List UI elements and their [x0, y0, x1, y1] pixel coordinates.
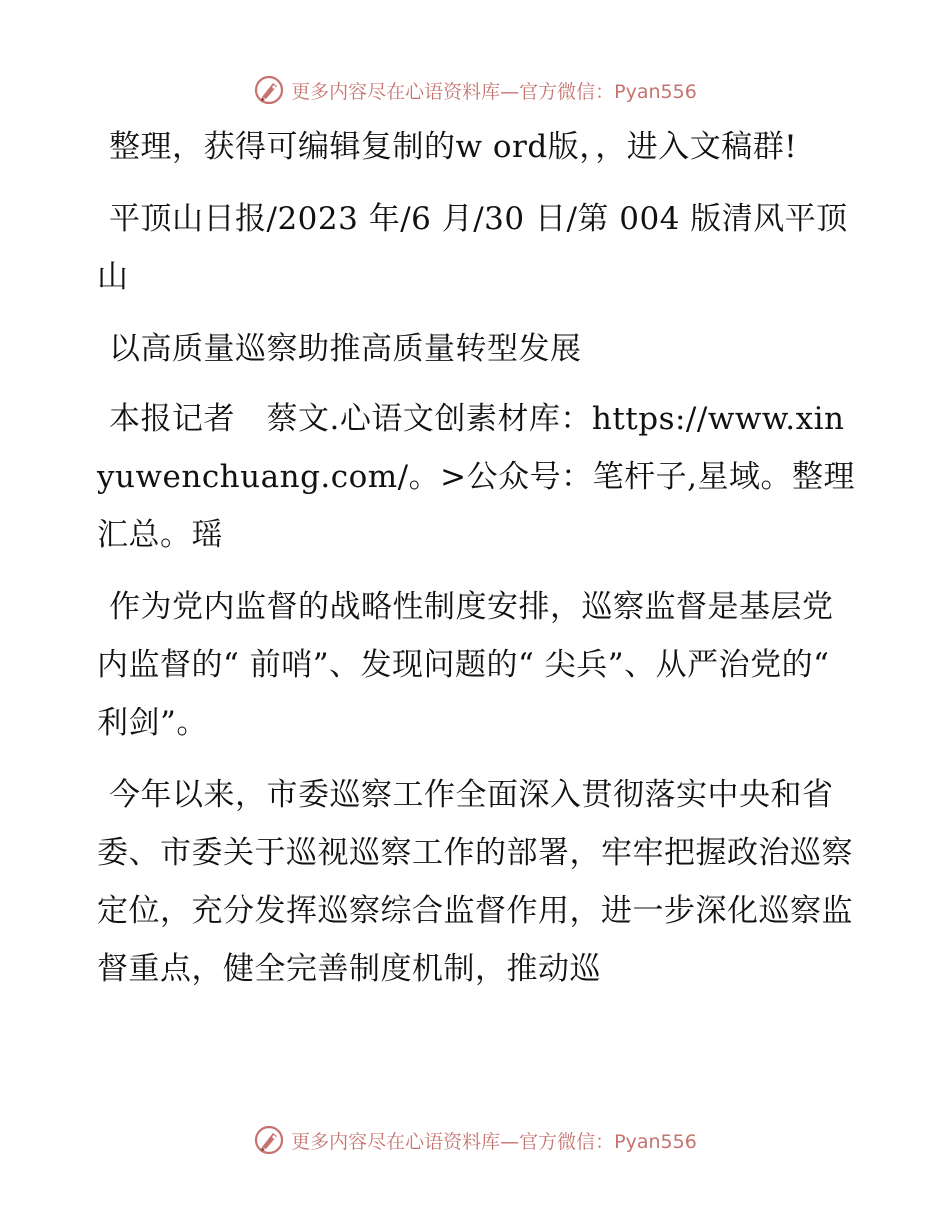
- document-paragraph-6: 今年以来，市委巡察工作全面深入贯彻落实中央和省委、市委关于巡视巡察工作的部署，牢牢把握政治巡察定位，充分发挥巡察综合监督作用，进一步深化巡察监督重点，健全完善制度机制，推动巡: [97, 777, 853, 987]
- footer-watermark-banner: [0, 1120, 950, 1160]
- article-title: 以高质量巡察助推高质量转型发展: [109, 331, 582, 367]
- document-body: [97, 118, 857, 1012]
- pen-logo-icon: [253, 74, 285, 106]
- reporter-line: 本报记者 蔡文.心语文创素材库：https://www.xinyuwenchuang.com/。>公众号：笔杆子,星域。整理汇总。瑶: [97, 401, 855, 553]
- pen-logo-icon: [253, 1124, 285, 1156]
- footer-watermark-text: 更多内容尽在心语资料库—官方微信：Pyan556: [291, 1130, 697, 1153]
- header-watermark: [253, 74, 697, 106]
- header-watermark-banner: [0, 70, 950, 110]
- header-watermark-text: 更多内容尽在心语资料库—官方微信：Pyan556: [291, 80, 697, 103]
- footer-watermark: [253, 1124, 697, 1156]
- document-paragraph-2: 平顶山日报/2023 年/6 月/30 日/第 004 版清风平顶山: [97, 201, 848, 295]
- document-paragraph-5: 作为党内监督的战略性制度安排，巡察监督是基层党内监督的“ 前哨”、发现问题的“ 尖兵”、从严治党的“ 利剑”。: [97, 589, 834, 741]
- document-paragraph-1: 整理，获得可编辑复制的w ord版，，进入文稿群!: [109, 129, 798, 165]
